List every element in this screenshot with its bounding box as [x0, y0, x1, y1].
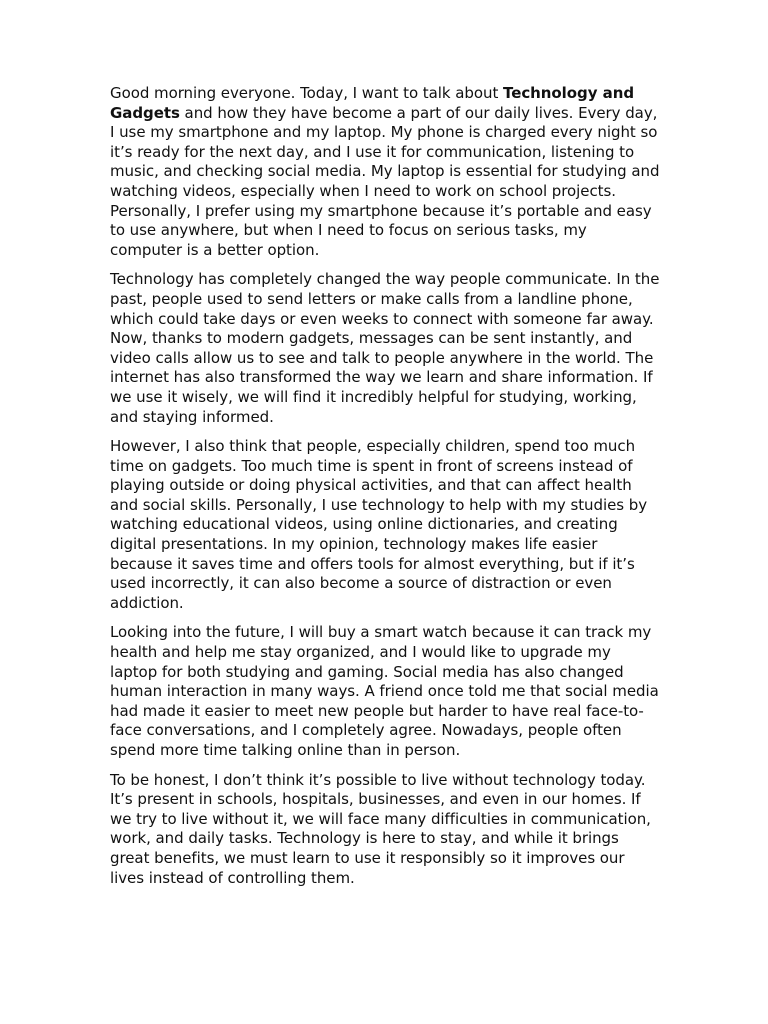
document-page: [110, 84, 662, 898]
paragraph-conclusion: To be honest, I don’t think it’s possible to live without technology today. It’s present in schools, hospitals, businesses, and even in our homes. If we try to live without it, we will face many difficulties in communication, work, and daily tasks. Technology is here to stay, and while it brings great benefits, we must learn to use it responsibly so it improves our lives instead of controlling them.: [110, 770, 651, 887]
paragraph-future: Looking into the future, I will buy a smart watch because it can track my health and help me stay organized, and I would like to upgrade my laptop for both studying and gaming. Social media has also changed human interaction in many ways. A friend once told me that social media had made it easier to meet new people but harder to have real face-to-face conversations, and I completely agree. Nowadays, people often spend more time talking online than in person.: [110, 623, 659, 759]
paragraph-intro-rest: and how they have become a part of our daily lives. Every day, I use my smartphone and my laptop. My phone is charged every night so it’s ready for the next day, and I use it for communication, listening to music, and checking social media. My laptop is essential for studying and watching videos, especially when I need to work on school projects. Personally, I prefer using my smartphone because it’s portable and easy to use anywhere, but when I need to focus on serious tasks, my computer is a better option.: [110, 103, 660, 259]
paragraph-intro-lead: Good morning everyone. Today, I want to talk about: [110, 84, 504, 102]
paragraph-communication: Technology has completely changed the way people communicate. In the past, people used to send letters or make calls from a landline phone, which could take days or even weeks to connect with someone far away. Now, thanks to modern gadgets, messages can be sent instantly, and video calls allow us to see and talk to people anywhere in the world. The internet has also transformed the way we learn and share information. If we use it wisely, we will find it incredibly helpful for studying, working, and staying informed.: [110, 270, 660, 426]
topic-heading-bold: Technology and Gadgets: [110, 84, 635, 122]
paragraph-screen-time: However, I also think that people, especially children, spend too much time on gadgets. Too much time is spent in front of screens instead of playing outside or doing physical activities, and that can affect health and social skills. Personally, I use technology to help with my studies by watching educational videos, using online dictionaries, and creating digital presentations. In my opinion, technology makes life easier because it saves time and offers tools for almost everything, but if it’s used incorrectly, it can also become a source of distraction or even addiction.: [110, 437, 648, 612]
paragraph-intro: [110, 84, 662, 260]
